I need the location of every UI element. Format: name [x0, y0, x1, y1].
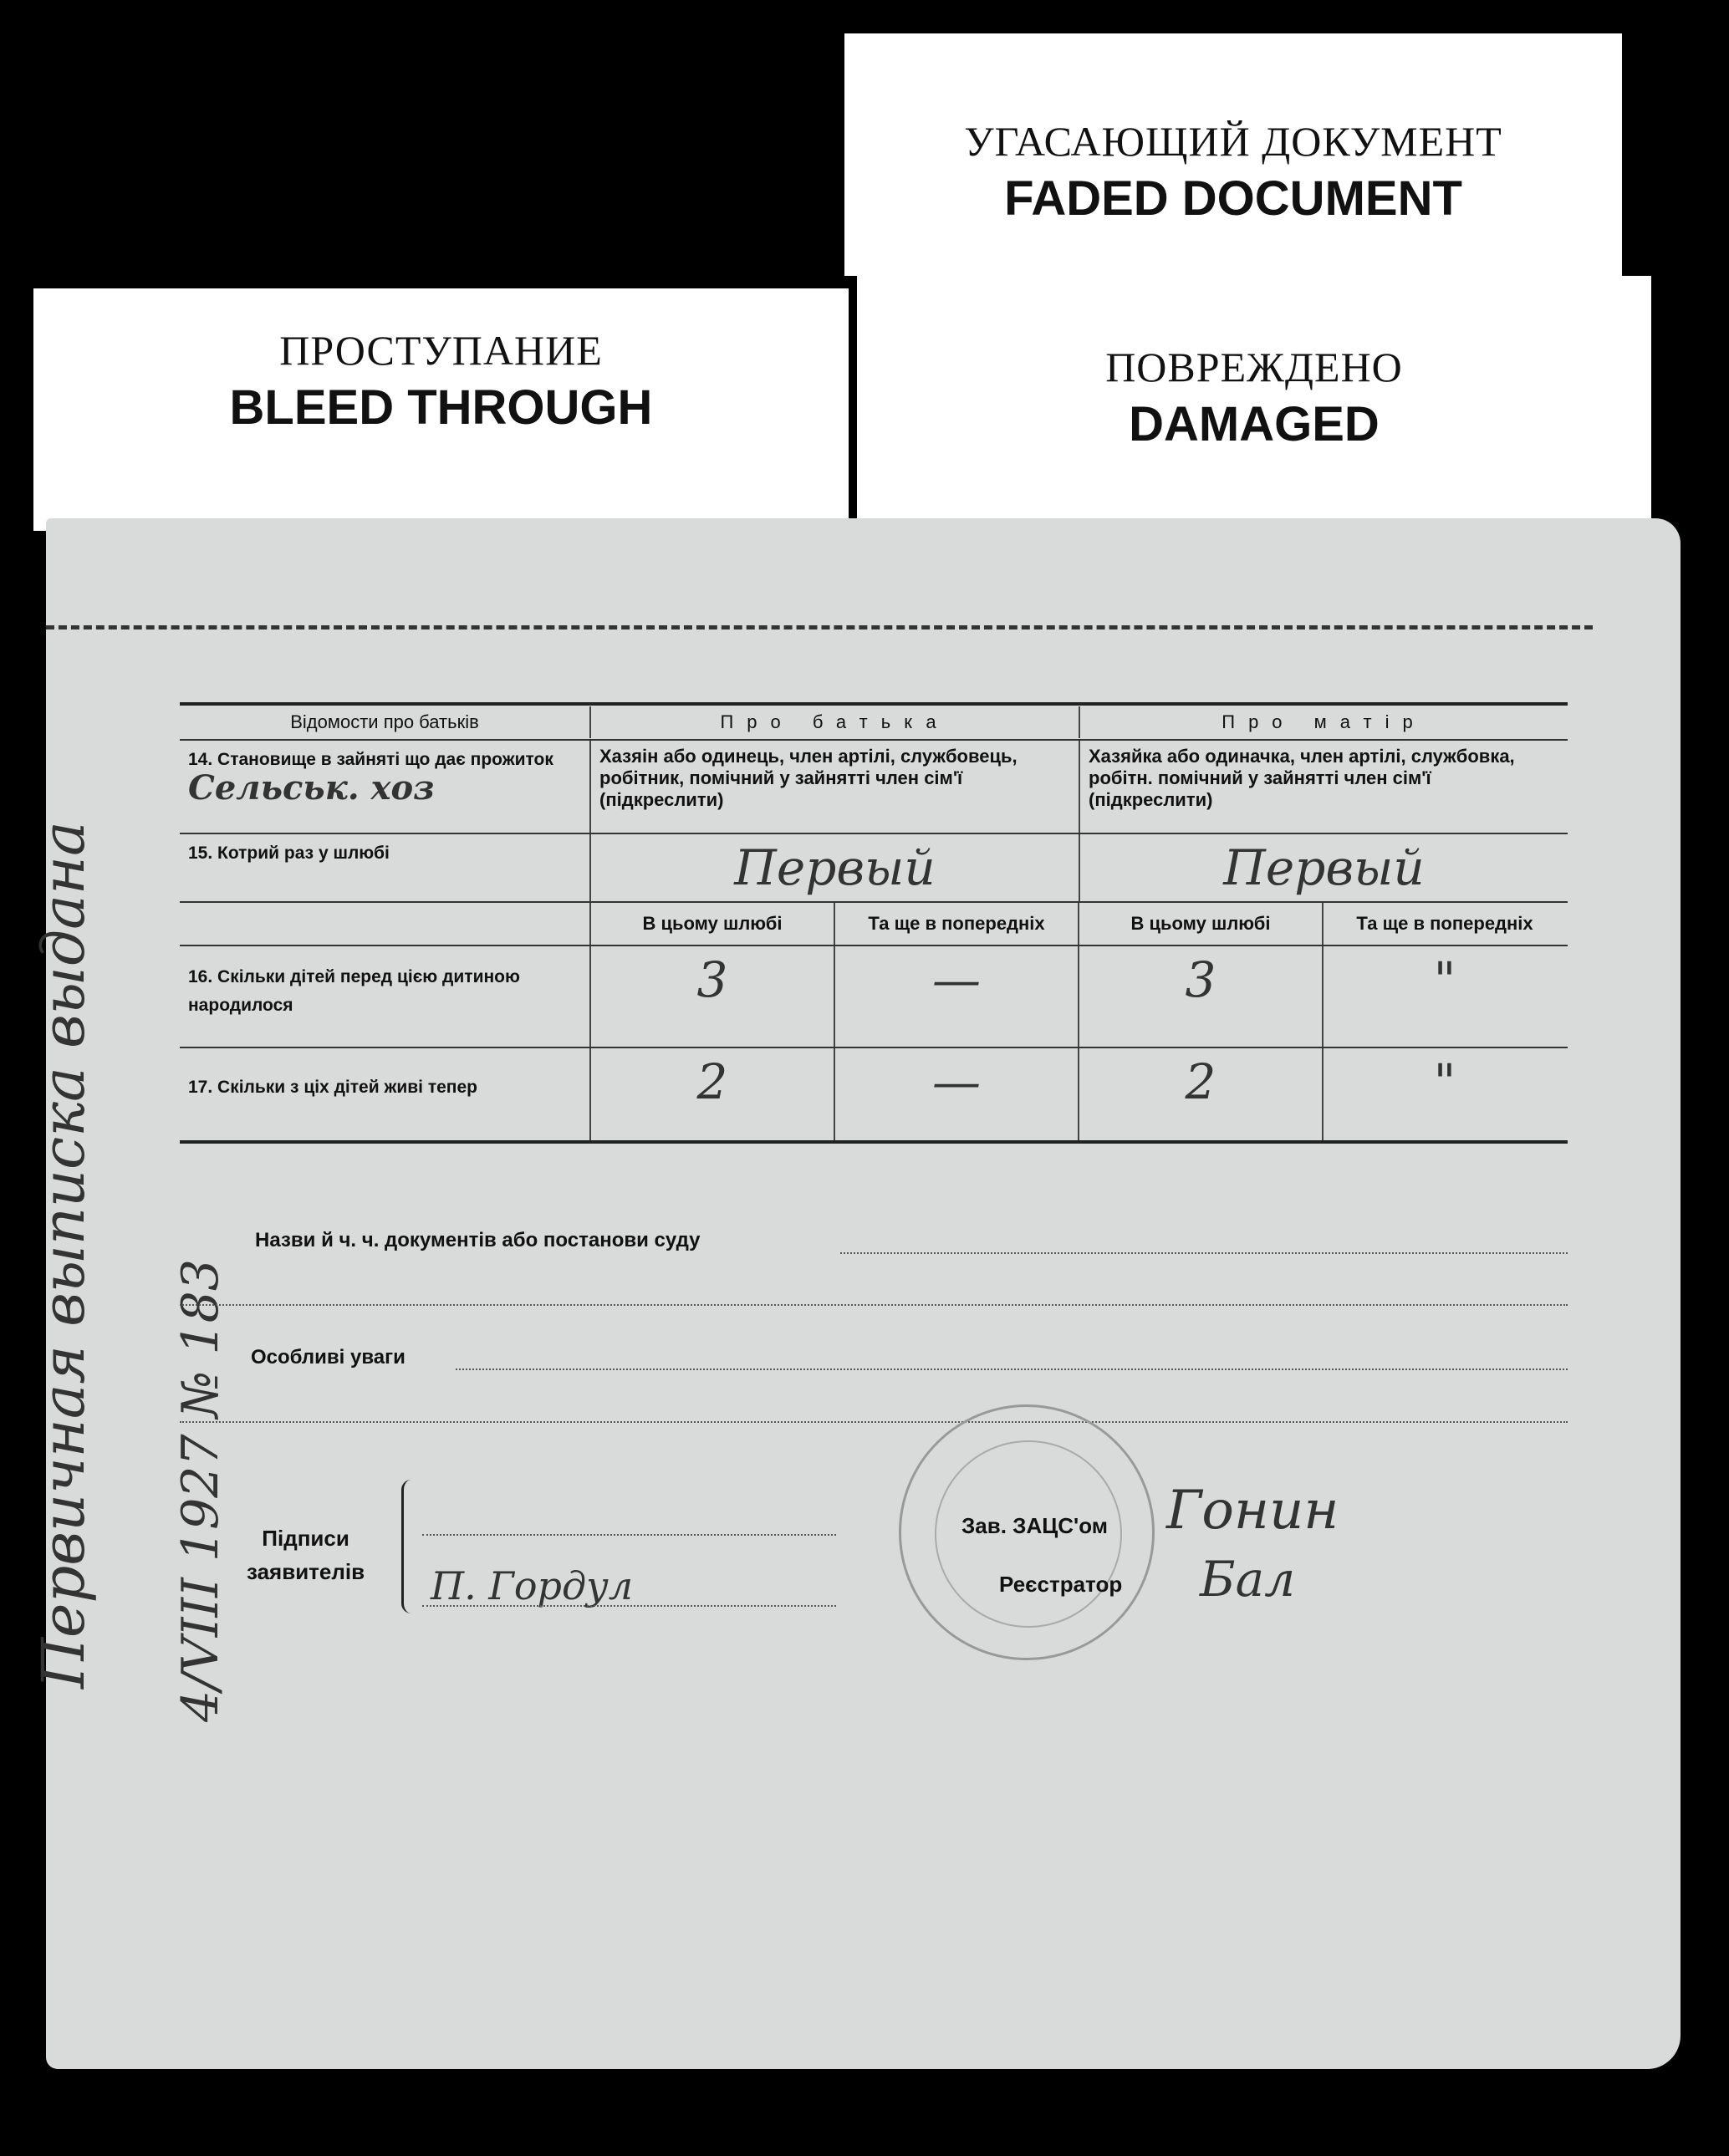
documents-dotted-line-2 [180, 1304, 1568, 1306]
row17-label: 17. Скільки з ціх дітей живі тепер [188, 1078, 477, 1097]
row17-mother-prev: " [1322, 1048, 1566, 1140]
notes-dotted-line [456, 1369, 1568, 1370]
table-header-row [180, 706, 1568, 741]
faded-ru-label: УГАСАЮЩИЙ ДОКУМЕНТ [964, 118, 1502, 165]
row14-label [180, 741, 589, 833]
header-parents-info: Відомости про батьків [290, 711, 479, 732]
notes-dotted-line-2 [180, 1421, 1568, 1423]
perforation-line [46, 625, 1593, 629]
row17-mother-this: 2 [1078, 1048, 1322, 1140]
notes-field-label: Особливі уваги [251, 1346, 405, 1369]
row17-father-this: 2 [589, 1048, 834, 1140]
children-subheader-row [180, 903, 1568, 946]
table-row-16 [180, 946, 1568, 1048]
registrar-label: Реєстратор [999, 1572, 1123, 1597]
signatures-label-1: Підписи [262, 1526, 349, 1551]
faded-en-label: FADED DOCUMENT [1004, 171, 1462, 226]
damaged-ru-label: ПОВРЕЖДЕНО [1105, 344, 1403, 390]
bleed-through-card [33, 288, 849, 531]
row14-label-text: 14. Становище в зайняті що дає прожиток [188, 750, 553, 769]
signatures-label [247, 1521, 365, 1588]
faded-document-card [844, 33, 1622, 276]
row16-father-prev: — [834, 946, 1078, 1047]
subheader-empty [180, 903, 589, 945]
damaged-en-label: DAMAGED [1129, 397, 1380, 451]
signature-line-1 [422, 1534, 836, 1536]
table-row-14 [180, 741, 1568, 834]
signatures-label-2: заявителів [247, 1559, 365, 1584]
bleed-en-label: BLEED THROUGH [229, 380, 653, 435]
documents-field-label: Назви й ч. ч. документів або постанови суду [255, 1229, 701, 1251]
head-signature: Гонин [1166, 1480, 1339, 1542]
documents-dotted-line [840, 1252, 1568, 1254]
applicant-signature: П. Гордул [431, 1563, 634, 1608]
row16-mother-prev: " [1322, 946, 1566, 1047]
subheader-father-prev: Та ще в попередніх [834, 903, 1078, 945]
signatures-brace [401, 1480, 419, 1613]
row15-father-value: Первый [589, 834, 1079, 901]
table-row-15 [180, 834, 1568, 903]
row16-label: 16. Скільки дітей перед цією дитиною народилося [188, 967, 520, 1015]
row17-father-prev: — [834, 1048, 1078, 1140]
damaged-card [857, 276, 1651, 527]
row15-label: 15. Котрий раз у шлюбі [188, 844, 390, 863]
form-sheet [29, 518, 1681, 2069]
subheader-mother-prev: Та ще в попередніх [1322, 903, 1566, 945]
row14-mother-options: Хазяйка або одиначка, член артілі, службовка, робітн. помічний у зайнятті член сім'ї (підкреслити) [1079, 741, 1568, 833]
table-row-17 [180, 1048, 1568, 1140]
margin-note-handwritten: Первичная выписка выдана [29, 821, 98, 1689]
bleed-ru-label: ПРОСТУПАНИЕ [279, 327, 603, 374]
row16-father-this: 3 [589, 946, 834, 1047]
signature-line-2 [422, 1605, 836, 1607]
subheader-mother-this: В цьому шлюбі [1078, 903, 1322, 945]
subheader-father-this: В цьому шлюбі [589, 903, 834, 945]
header-mother: Про матір [1079, 706, 1568, 738]
head-label: Зав. ЗАЦС'ом [961, 1513, 1108, 1538]
row15-mother-value: Первый [1079, 834, 1568, 901]
row14-father-options: Хазяін або одинець, член артілі, службовець, робітник, помічний у зайнятті член сім'ї (підкреслити) [589, 741, 1079, 833]
margin-note-date: 4/VIII 1927 № 183 [171, 1258, 230, 1722]
registrar-signature: Бал [1200, 1551, 1296, 1608]
header-father: Про батька [589, 706, 1079, 738]
row16-mother-this: 3 [1078, 946, 1322, 1047]
parents-info-table [180, 702, 1568, 1144]
row14-handwritten: Сельськ. хоз [188, 768, 435, 808]
